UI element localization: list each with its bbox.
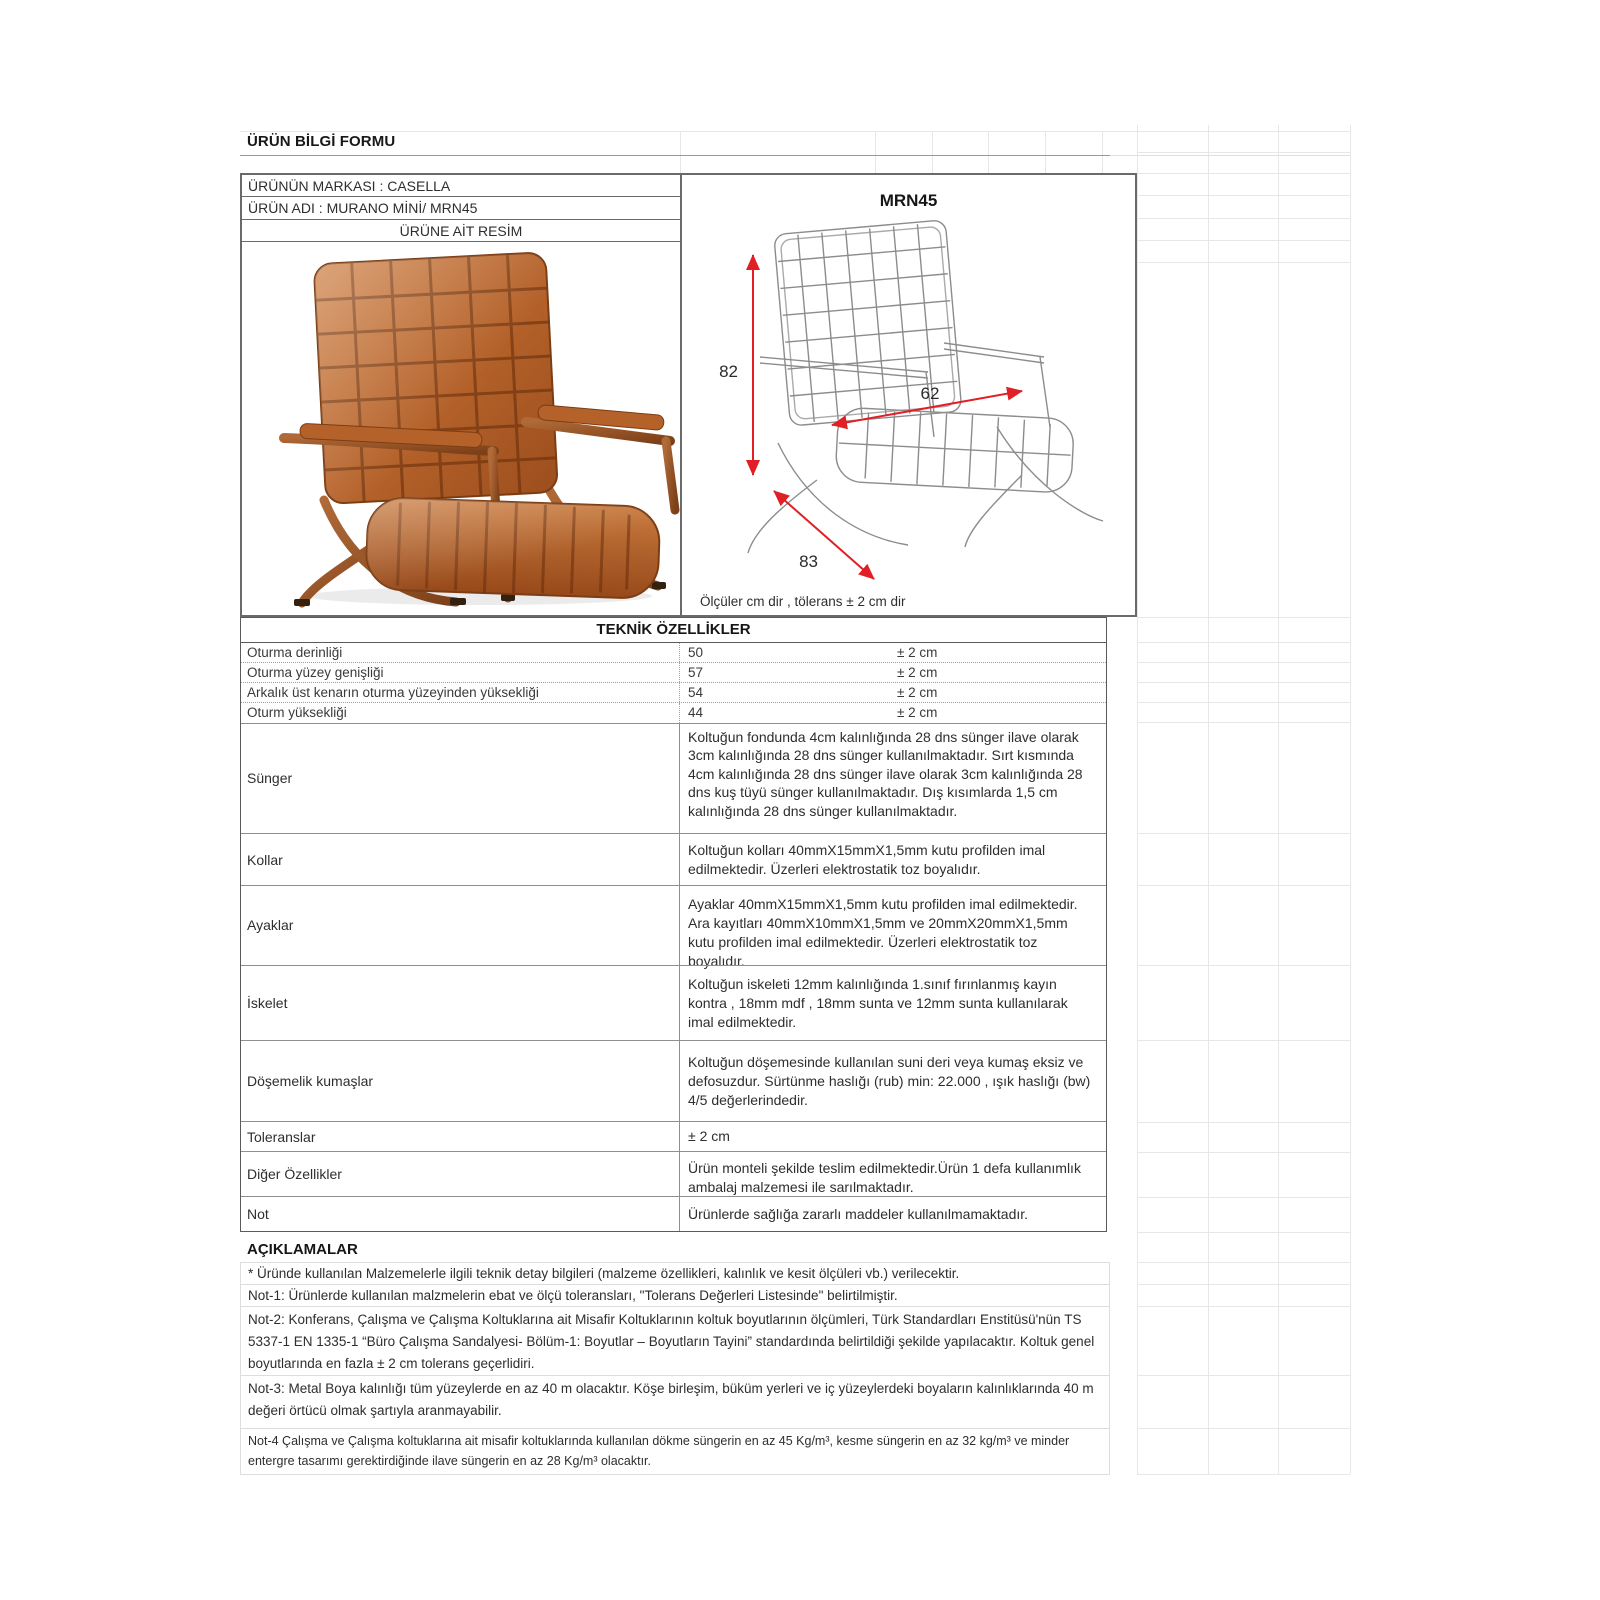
spec-row-value: Koltuğun döşemesinde kullanılan suni deri veya kumaş eksiz ve defosuzdur. Sürtünme haslığı (rub) min: 22.000 , ışık haslığı (bw) 4/5 değerlerindedir.	[688, 1053, 1091, 1108]
gridline	[1278, 125, 1279, 1474]
spec-table-header: TEKNİK ÖZELLİKLER	[241, 618, 1106, 643]
product-name-cell: ÜRÜN ADI : MURANO MİNİ/ MRN45	[242, 197, 680, 220]
spec-row-note	[241, 1196, 1106, 1231]
spec-row-label: Ayaklar	[241, 886, 680, 965]
note-item: Not-3: Metal Boya kalınlığı tüm yüzeylerde en az 40 m olacaktır. Köşe birleşim, büküm yerleri ve iç yüzeylerdeki boyaların kalınlıklarında 40 m değeri örtücü olmak şartıyla aranmayabilir.	[241, 1376, 1109, 1429]
gridline	[1137, 1232, 1350, 1233]
spec-row-frame	[241, 965, 1106, 1040]
gridline	[1137, 240, 1350, 241]
technical-drawing-figure	[682, 175, 1135, 615]
spec-row-tolerance: ± 2 cm	[897, 664, 938, 680]
gridline	[1137, 1152, 1350, 1153]
spec-row-label: Diğer Özellikler	[241, 1152, 680, 1196]
spec-row-label: Oturma derinliği	[241, 643, 680, 662]
upper-block	[240, 173, 1137, 617]
gridline	[680, 131, 681, 173]
gridline	[1137, 1284, 1350, 1285]
gridline	[1137, 722, 1350, 723]
spec-row-value: 44	[688, 705, 704, 721]
gridline	[1137, 1040, 1350, 1041]
product-photo-illustration	[242, 242, 680, 615]
note-item: Not-4 Çalışma ve Çalışma koltuklarına ait misafir koltuklarında kullanılan dökme süngerin en az 45 Kg/m³, kesme süngerin en az 32 kg/m³ ve minder entergre tasarımı gerektirdiğinde ilave süngerin en az 28 Kg/m³ olacaktır.	[241, 1429, 1109, 1475]
spec-row-value: Koltuğun kolları 40mmX15mmX1,5mm kutu profilden imal edilmektedir. Üzerleri elektrostatik toz boyalıdır.	[688, 842, 1046, 877]
gridline	[1137, 218, 1350, 219]
spec-row-tolerance: ± 2 cm	[897, 644, 938, 660]
note-item: Not-2: Konferans, Çalışma ve Çalışma Koltuklarına ait Misafir Koltuklarının koltuk boyutlarının ölçümleri, Türk Standardları Enstitüsü'nün TS 5337-1 EN 1335-1 “Büro Çalışma Sandalyesi- Bölüm-1: Boyutlar – Boyutların Tayini” standardında belirtildiği şekilde yapılacaktır. Koltuk genel boyutlarında en fazla ± 2 cm tolerans geçerlidiri.	[241, 1307, 1109, 1376]
spec-row-label: Toleranslar	[241, 1122, 680, 1151]
spec-row-value: Ürünlerde sağlığa zararlı maddeler kullanılmamaktadır.	[688, 1205, 1029, 1222]
gridline	[1137, 125, 1138, 1474]
gridline	[1137, 682, 1350, 683]
gridline	[1137, 1262, 1350, 1263]
gridline	[1137, 642, 1350, 643]
gridline	[875, 131, 876, 173]
spec-row-tolerances	[241, 1121, 1106, 1151]
notes-header: AÇIKLAMALAR	[247, 1241, 358, 1258]
spec-row-seat-depth	[241, 643, 1106, 663]
gridline	[1137, 1122, 1350, 1123]
gridline	[1102, 131, 1103, 173]
gridline	[1137, 833, 1350, 834]
drawing-model-label: MRN45	[879, 191, 938, 210]
spec-row-label: Arkalık üst kenarın oturma yüzeyinden yüksekliği	[241, 683, 680, 702]
spec-row-value: Koltuğun iskeleti 12mm kalınlığında 1.sınıf fırınlanmış kayın kontra , 18mm mdf , 18mm sunta ve 12mm sunta kullanılarak imal edilmektedir.	[688, 975, 1068, 1030]
spec-row-value: Koltuğun fondunda 4cm kalınlığında 28 dns sünger ilave olarak 3cm kalınlığında 28 dns sünger kullanılmaktadır. Sırt kısmında 4cm kalınlığında 28 dns sünger ilave olarak 3cm kalınlığında 28 dns kuş tüyü sünger kullanılmaktadır. Dış kısımlarda 1,5 cm kalınlığında 28 dns sünger kullanılmaktadır.	[688, 728, 1083, 819]
gridline	[1137, 1474, 1350, 1475]
spec-row-legs	[241, 885, 1106, 969]
notes-section	[240, 1262, 1110, 1475]
gridline	[1137, 965, 1350, 966]
title-underline	[240, 155, 1110, 156]
spec-row-value: Ayaklar 40mmX15mmX1,5mm kutu profilden imal edilmektedir. Ara kayıtları 40mmX10mmX1,5mm ve 20mmX20mmX1,5mm kutu profilden imal edilmektedir. Üzerleri elektrostatik toz boyalıdır.	[688, 895, 1078, 969]
spec-row-back-height	[241, 683, 1106, 703]
gridline	[1137, 1306, 1350, 1307]
technical-drawing	[682, 175, 1135, 615]
spec-row-tolerance: ± 2 cm	[897, 705, 938, 721]
gridline	[1350, 125, 1351, 1474]
gridline	[1137, 152, 1350, 153]
spec-row-label: Sünger	[241, 724, 680, 834]
brand-cell: ÜRÜNÜN MARKASI : CASELLA	[242, 175, 680, 197]
note-item: * Üründe kullanılan Malzemelerle ilgili teknik detay bilgileri (malzeme özellikleri, kalınlık ve kesit ölçüleri vb.) verilecektir.	[241, 1263, 1109, 1285]
gridline	[1137, 195, 1350, 196]
gridline	[1137, 662, 1350, 663]
spec-row-arms	[241, 833, 1106, 885]
spec-row-value: 50	[688, 644, 704, 660]
spec-row-value: Ürün monteli şekilde teslim edilmektedir.Ürün 1 defa kullanımlık ambalaj malzemesi ile sarılmaktadır.	[688, 1160, 1081, 1195]
gridline	[932, 131, 933, 173]
spec-row-other	[241, 1151, 1106, 1196]
dimension-width-label: 62	[920, 384, 940, 403]
spec-row-label: Not	[241, 1197, 680, 1231]
product-photo	[242, 242, 680, 615]
gridline	[1137, 173, 1350, 174]
gridline	[1137, 262, 1350, 263]
gridline	[1137, 885, 1350, 886]
image-header-cell: ÜRÜNE AİT RESİM	[242, 220, 680, 242]
gridline	[1137, 1428, 1350, 1429]
spec-table	[240, 617, 1107, 1232]
spec-row-foam	[241, 723, 1106, 834]
drawing-caption: Ölçüler cm dir , tölerans ± 2 cm dir	[700, 594, 906, 609]
gridline	[1208, 125, 1209, 1474]
gridline	[1045, 131, 1046, 173]
gridline	[988, 131, 989, 173]
spec-row-value: ± 2 cm	[688, 1128, 730, 1145]
gridline	[1137, 1197, 1350, 1198]
spec-row-label: Oturm yüksekliği	[241, 703, 680, 723]
spec-row-seat-width	[241, 663, 1106, 683]
spec-row-seat-height	[241, 703, 1106, 723]
spec-row-value: 54	[688, 684, 704, 700]
dimension-depth-label: 83	[799, 552, 818, 571]
gridline	[240, 131, 1350, 132]
spec-row-tolerance: ± 2 cm	[897, 684, 938, 700]
gridline	[1137, 617, 1350, 618]
gridline	[1137, 702, 1350, 703]
dimension-height-label: 82	[719, 362, 738, 381]
spec-row-label: İskelet	[241, 966, 680, 1040]
form-title: ÜRÜN BİLGİ FORMU	[247, 133, 396, 150]
spec-row-label: Döşemelik kumaşlar	[241, 1041, 680, 1122]
note-item: Not-1: Ürünlerde kullanılan malzmelerin ebat ve ölçü toleransları, "Tolerans Değerleri Listesinde" belirtilmiştir.	[241, 1285, 1109, 1307]
spec-row-label: Oturma yüzey genişliği	[241, 663, 680, 682]
spec-row-label: Kollar	[241, 834, 680, 885]
gridline	[1137, 1375, 1350, 1376]
spec-row-value: 57	[688, 664, 704, 680]
title-underline-ext	[1110, 155, 1350, 156]
spec-row-upholstery	[241, 1040, 1106, 1122]
